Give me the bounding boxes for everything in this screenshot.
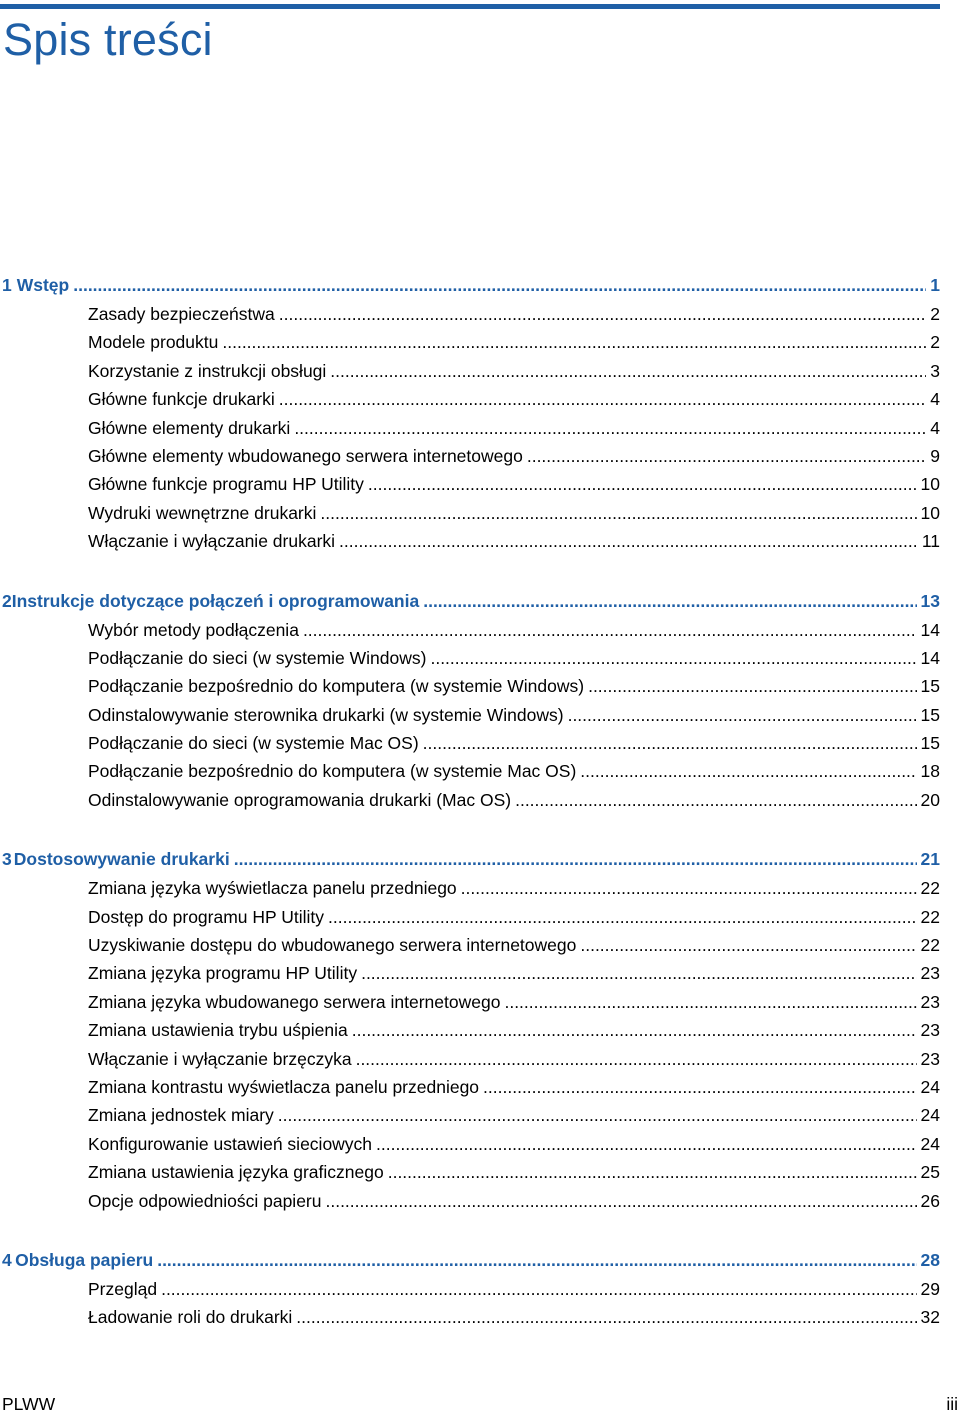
section-page-number: 25 (920, 1162, 940, 1183)
toc-section-entry[interactable] (0, 499, 940, 527)
dot-leader (483, 1073, 916, 1101)
dot-leader (423, 729, 917, 757)
dot-leader (328, 903, 917, 931)
section-title: Główne funkcje programu HP Utility (88, 474, 364, 495)
section-page-number: 22 (920, 935, 940, 956)
section-page-number: 23 (920, 1020, 940, 1041)
chapter-number: 4 (2, 1249, 12, 1270)
section-title: Podłączanie bezpośrednio do komputera (w systemie Mac OS) (88, 761, 577, 782)
dot-leader (568, 701, 917, 729)
section-title: Główne elementy wbudowanego serwera internetowego (88, 445, 523, 466)
dot-leader (356, 1045, 917, 1073)
section-page-number: 15 (920, 733, 940, 754)
section-page-number: 15 (920, 704, 940, 725)
dot-leader (388, 1158, 917, 1186)
section-title: Włączanie i wyłączanie drukarki (88, 531, 336, 552)
dot-leader (339, 527, 918, 555)
dot-leader (580, 931, 916, 959)
dot-leader (279, 385, 927, 413)
section-title: Konfigurowanie ustawień sieciowych (88, 1133, 373, 1154)
section-title: Uzyskiwanie dostępu do wbudowanego serwera internetowego (88, 935, 577, 956)
section-page-number: 10 (920, 502, 940, 523)
dot-leader (461, 874, 917, 902)
dot-leader (278, 1101, 917, 1129)
chapter-title: Instrukcje dotyczące połączeń i oprogramowania (11, 590, 420, 611)
page-title: Spis treści (3, 14, 213, 65)
section-page-number: 4 (930, 389, 940, 410)
section-title: Wydruki wewnętrzne drukarki (88, 502, 317, 523)
section-page-number: 32 (920, 1307, 940, 1328)
section-title: Ładowanie roli do drukarki (88, 1307, 293, 1328)
section-title: Zasady bezpieczeństwa (88, 304, 275, 324)
dot-leader (294, 414, 926, 442)
section-title: Zmiana kontrastu wyświetlacza panelu przedniego (88, 1076, 480, 1097)
section-page-number: 2 (930, 304, 940, 324)
dot-leader (234, 844, 917, 874)
toc-section-entry[interactable] (0, 1101, 940, 1129)
section-page-number: 23 (920, 991, 940, 1012)
section-title: Zmiana języka programu HP Utility (88, 963, 358, 984)
dot-leader (361, 959, 916, 987)
section-title: Dostęp do programu HP Utility (88, 906, 325, 927)
section-title: Odinstalowywanie oprogramowania drukarki (Mac OS) (88, 789, 512, 810)
dot-leader (368, 470, 917, 498)
section-page-number: 24 (920, 1076, 940, 1097)
section-page-number: 24 (920, 1133, 940, 1154)
toc-section-entry[interactable] (0, 959, 940, 987)
chapter-number: 3 (2, 849, 12, 870)
dot-leader (296, 1303, 916, 1331)
chapter-title: Obsługa papieru (15, 1249, 154, 1270)
dot-leader (527, 442, 926, 470)
section-page-number: 15 (920, 676, 940, 697)
dot-leader (580, 757, 916, 785)
table-of-contents (0, 270, 940, 1362)
toc-chapter-entry[interactable] (0, 270, 940, 300)
toc-section-entry[interactable] (0, 1016, 940, 1044)
section-title: Podłączanie bezpośrednio do komputera (w systemie Windows) (88, 676, 585, 697)
section-title: Wybór metody podłączenia (88, 619, 299, 640)
section-title: Główne funkcje drukarki (88, 389, 275, 410)
chapter-page-number: 28 (920, 1249, 940, 1270)
section-title: Podłączanie do sieci (w systemie Mac OS) (88, 733, 419, 754)
chapter-page-number: 13 (920, 590, 940, 611)
toc-section-entry[interactable] (0, 1158, 940, 1186)
section-title: Zmiana języka wyświetlacza panelu przedniego (88, 878, 457, 899)
toc-section-entry[interactable] (0, 385, 940, 413)
dot-leader (430, 644, 916, 672)
footer-locale-code: PLWW (2, 1394, 56, 1414)
toc-section-entry[interactable] (0, 527, 940, 555)
toc-chapter-entry[interactable] (0, 844, 940, 874)
section-page-number: 22 (920, 878, 940, 899)
dot-leader (320, 499, 916, 527)
toc-section-entry[interactable] (0, 1130, 940, 1158)
toc-section-entry[interactable] (0, 414, 940, 442)
section-title: Przegląd (88, 1278, 158, 1299)
section-page-number: 24 (920, 1105, 940, 1126)
dot-leader (352, 1016, 917, 1044)
dot-leader (588, 672, 916, 700)
toc-section-entry[interactable] (0, 616, 940, 644)
toc-section-entry[interactable] (0, 300, 940, 328)
toc-section-entry[interactable] (0, 1303, 940, 1331)
toc-chapter (0, 270, 940, 556)
section-page-number: 23 (920, 963, 940, 984)
dot-leader (504, 988, 916, 1016)
section-title: Zmiana języka wbudowanego serwera internetowego (88, 991, 501, 1012)
section-page-number: 26 (920, 1190, 940, 1211)
section-page-number: 2 (930, 332, 940, 353)
dot-leader (330, 357, 926, 385)
dot-leader (73, 270, 926, 300)
toc-section-entry[interactable] (0, 470, 940, 498)
dot-leader (325, 1187, 916, 1215)
section-page-number: 22 (920, 906, 940, 927)
section-page-number: 9 (930, 445, 940, 466)
section-page-number: 4 (930, 417, 940, 438)
section-page-number: 14 (920, 619, 940, 640)
section-title: Odinstalowywanie sterownika drukarki (w systemie Windows) (88, 704, 564, 725)
section-page-number: 18 (920, 761, 940, 782)
toc-section-entry[interactable] (0, 328, 940, 356)
dot-leader (376, 1130, 916, 1158)
section-title: Podłączanie do sieci (w systemie Windows) (88, 647, 427, 668)
section-page-number: 10 (920, 474, 940, 495)
dot-leader (423, 586, 916, 616)
toc-section-entry[interactable] (0, 988, 940, 1016)
section-title: Zmiana jednostek miary (88, 1105, 274, 1126)
toc-section-entry[interactable] (0, 757, 940, 785)
toc-chapter (0, 1245, 940, 1332)
toc-section-entry[interactable] (0, 701, 940, 729)
toc-section-entry[interactable] (0, 729, 940, 757)
dot-leader (222, 328, 926, 356)
section-page-number: 14 (920, 647, 940, 668)
toc-section-entry[interactable] (0, 357, 940, 385)
section-title: Modele produktu (88, 332, 219, 353)
section-page-number: 23 (920, 1048, 940, 1069)
chapter-number: 1 (2, 275, 12, 295)
dot-leader (515, 786, 916, 814)
toc-section-entry[interactable] (0, 1073, 940, 1101)
toc-section-entry[interactable] (0, 931, 940, 959)
toc-section-entry[interactable] (0, 1187, 940, 1215)
section-title: Zmiana ustawienia trybu uśpienia (88, 1020, 348, 1041)
section-title: Opcje odpowiedniości papieru (88, 1190, 322, 1211)
toc-chapter-entry[interactable] (0, 1245, 940, 1275)
toc-chapter-entry[interactable] (0, 586, 940, 616)
dot-leader (303, 616, 917, 644)
chapter-title: Wstęp (16, 275, 70, 295)
toc-section-entry[interactable] (0, 672, 940, 700)
section-title: Główne elementy drukarki (88, 417, 291, 438)
toc-section-entry[interactable] (0, 786, 940, 814)
chapter-title: Dostosowywanie drukarki (13, 849, 230, 870)
chapter-page-number: 21 (920, 849, 940, 870)
section-title: Zmiana ustawienia języka graficznego (88, 1162, 384, 1183)
chapter-page-number: 1 (930, 275, 940, 295)
dot-leader (161, 1275, 916, 1303)
toc-chapter (0, 844, 940, 1215)
section-page-number: 29 (920, 1278, 940, 1299)
section-page-number: 20 (920, 789, 940, 810)
dot-leader (279, 300, 926, 328)
toc-section-entry[interactable] (0, 442, 940, 470)
toc-chapter (0, 586, 940, 815)
footer-page-number: iii (946, 1394, 958, 1414)
section-page-number: 3 (930, 360, 940, 381)
chapter-number: 2 (2, 590, 12, 611)
toc-section-entry[interactable] (0, 1275, 940, 1303)
top-rule (0, 4, 940, 9)
dot-leader (157, 1245, 916, 1275)
toc-section-entry[interactable] (0, 1045, 940, 1073)
section-title: Korzystanie z instrukcji obsługi (88, 360, 327, 381)
toc-section-entry[interactable] (0, 874, 940, 902)
section-title: Włączanie i wyłączanie brzęczyka (88, 1048, 352, 1069)
section-page-number: 11 (921, 531, 940, 552)
toc-section-entry[interactable] (0, 644, 940, 672)
toc-section-entry[interactable] (0, 903, 940, 931)
